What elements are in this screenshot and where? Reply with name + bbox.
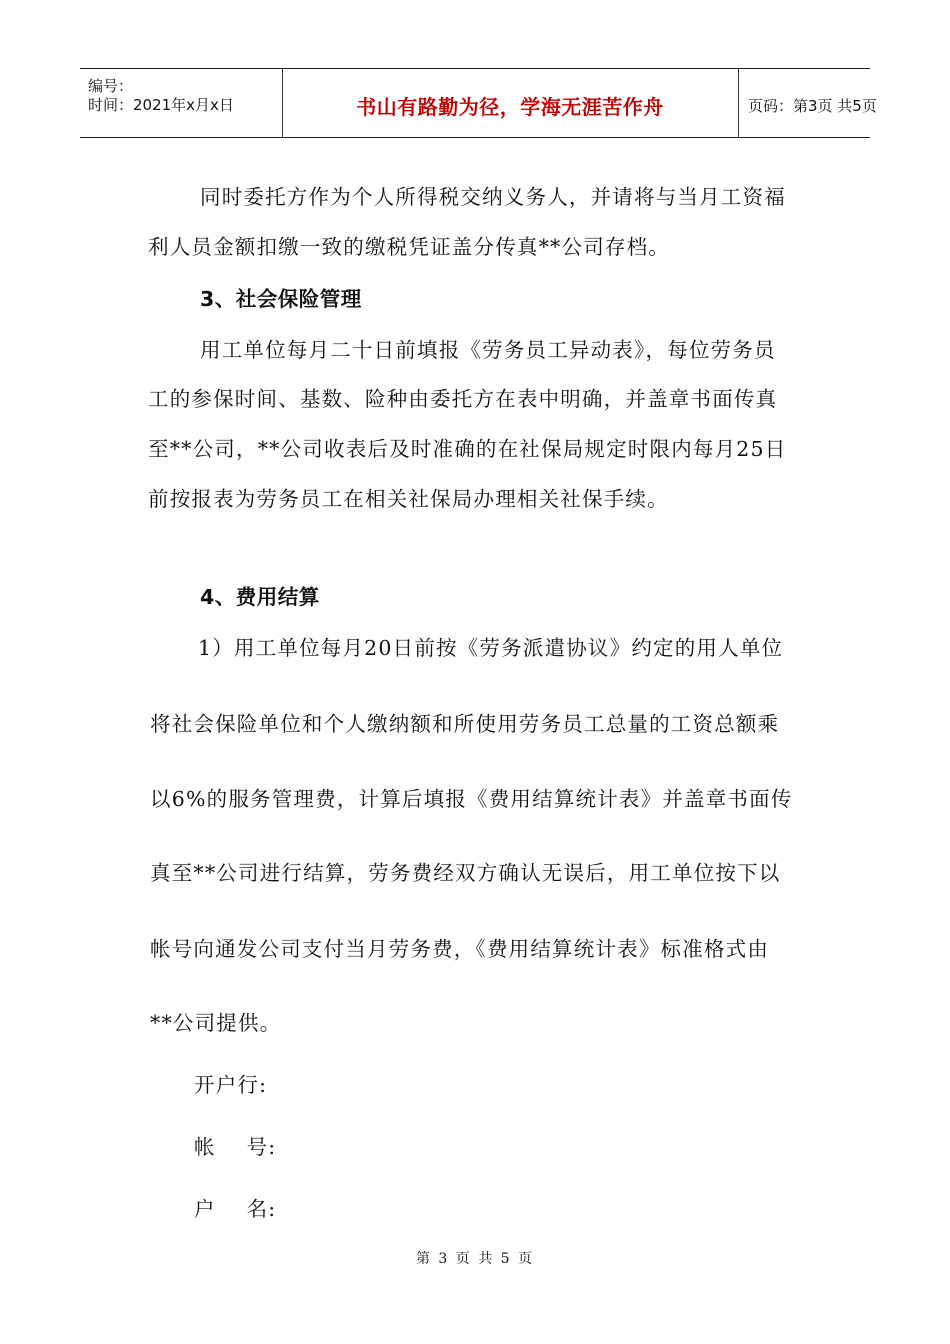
header-info-cell — [80, 69, 283, 137]
section-heading: 4、费用结算 — [200, 585, 320, 609]
header-motto: 书山有路勤为径，学海无涯苦作舟 — [356, 95, 664, 119]
paragraph-line: 利人员金额扣缴一致的缴税凭证盖分传真**公司存档。 — [148, 235, 670, 259]
paragraph-line: 以6%的服务管理费，计算后填报《费用结算统计表》并盖章书面传 — [150, 787, 793, 811]
paragraph-line: 1）用工单位每月20日前按《劳务派遣协议》约定的用人单位 — [198, 636, 784, 660]
bank-label: 开户行: — [194, 1073, 268, 1097]
paragraph-line: 帐号向通发公司支付当月劳务费，《费用结算统计表》标准格式由 — [150, 937, 770, 961]
page-header — [80, 68, 877, 138]
paragraph-line: 工的参保时间、基数、险种由委托方在表中明确，并盖章书面传真 — [148, 387, 778, 411]
header-motto-cell — [282, 69, 739, 137]
paragraph-line: 前按报表为劳务员工在相关社保局办理相关社保手续。 — [148, 487, 669, 511]
account-label: 帐 号: — [194, 1135, 277, 1159]
paragraph-line: **公司提供。 — [150, 1011, 282, 1035]
document-date: 时间：2021年x月x日 — [88, 96, 234, 114]
header-page-cell — [738, 69, 877, 137]
paragraph-line: 将社会保险单位和个人缴纳额和所使用劳务员工总量的工资总额乘 — [150, 712, 780, 736]
account-name-label: 户 名: — [194, 1197, 277, 1221]
header-page-number: 页码：第3页 共5页 — [748, 97, 877, 115]
paragraph-line: 用工单位每月二十日前填报《劳务员工异动表》，每位劳务员 — [200, 338, 776, 362]
document-number: 编号： — [88, 77, 134, 95]
section-heading: 3、社会保险管理 — [200, 287, 362, 311]
paragraph-line: 同时委托方作为个人所得税交纳义务人，并请将与当月工资福 — [200, 185, 786, 209]
paragraph-line: 至**公司，**公司收表后及时准确的在社保局规定时限内每月25日 — [148, 437, 787, 461]
page-footer: 第 3 页 共 5 页 — [415, 1251, 535, 1267]
paragraph-line: 真至**公司进行结算，劳务费经双方确认无误后，用工单位按下以 — [150, 861, 781, 885]
